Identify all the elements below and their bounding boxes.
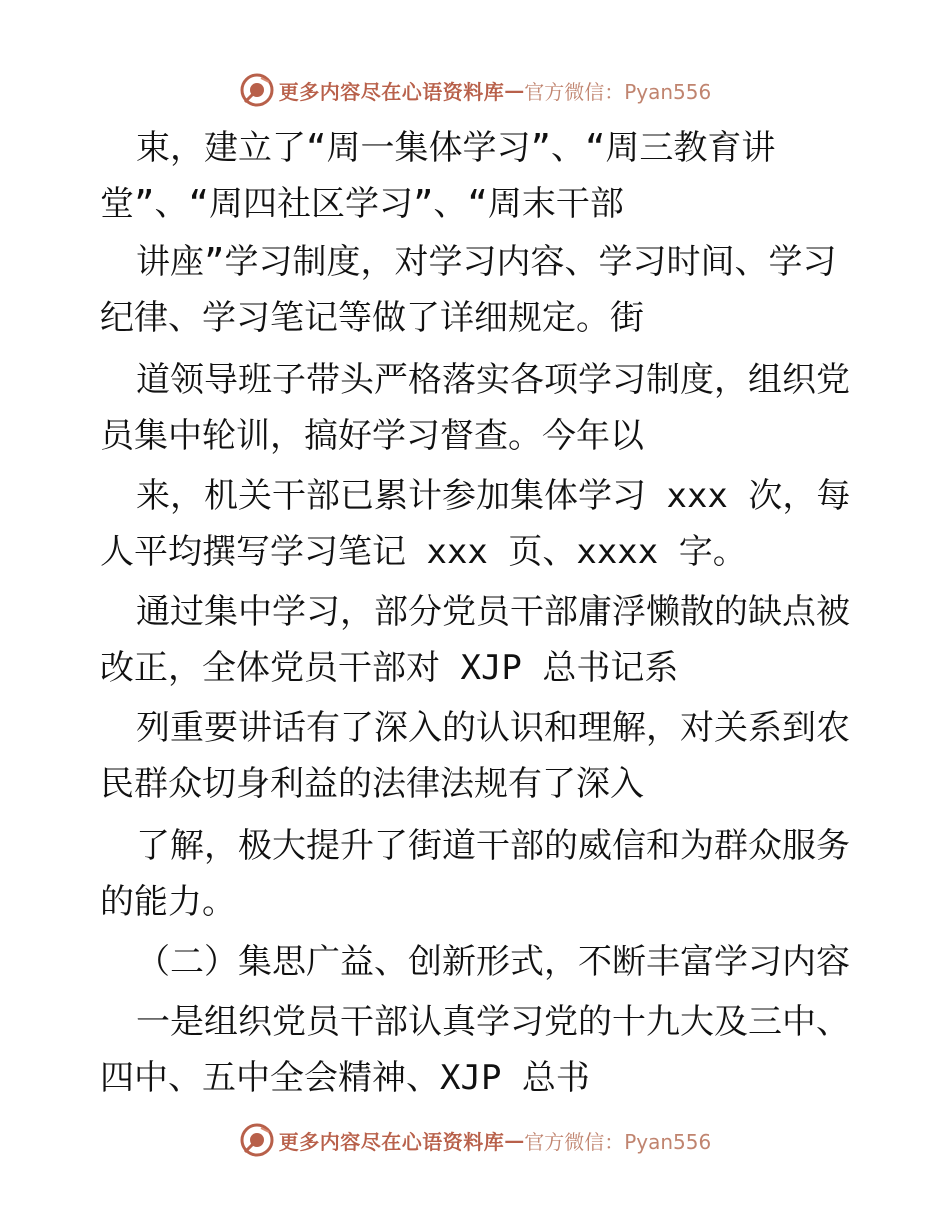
header-watermark [0,70,950,110]
text-line: 人平均撰写学习笔记 xxx 页、xxxx 字。 [100,532,747,572]
text-line: 束，建立了“周一集体学习”、“周三教育讲 [136,128,776,168]
footer-watermark [0,1120,950,1160]
text-line: 四中、五中全会精神、XJP 总书 [100,1058,590,1098]
text-line: 的能力。 [100,882,236,922]
text-line: 通过集中学习，部分党员干部庸浮懒散的缺点被 [136,592,850,632]
text-line: 道领导班子带头严格落实各项学习制度，组织党 [136,360,850,400]
text-line: 来，机关干部已累计参加集体学习 xxx 次，每 [136,476,851,516]
text-line: 讲座”学习制度，对学习内容、学习时间、学习 [136,242,837,282]
section-heading: （二）集思广益、创新形式，不断丰富学习内容 [136,942,850,982]
watermark-text: 更多内容尽在心语资料库 [278,1129,505,1154]
text-line: 改正，全体党员干部对 XJP 总书记系 [100,648,679,688]
text-line: 员集中轮训，搞好学习督查。今年以 [100,416,644,456]
text-line: 列重要讲话有了深入的认识和理解，对关系到农 [136,708,850,748]
text-line: 一是组织党员干部认真学习党的十九大及三中、 [136,1002,850,1042]
text-line: 堂”、“周四社区学习”、“周末干部 [100,184,624,224]
watermark-contact: 官方微信：Pyan556 [524,79,712,104]
watermark-separator: — [504,78,525,102]
logo-icon [239,72,275,108]
watermark-contact: 官方微信：Pyan556 [524,1129,712,1154]
text-line: 纪律、学习笔记等做了详细规定。街 [100,298,644,338]
text-line: 了解，极大提升了街道干部的威信和为群众服务 [136,826,850,866]
logo-icon [239,1122,275,1158]
watermark-separator: — [504,1128,525,1152]
text-line: 民群众切身利益的法律法规有了深入 [100,764,644,804]
watermark-text: 更多内容尽在心语资料库 [278,79,505,104]
